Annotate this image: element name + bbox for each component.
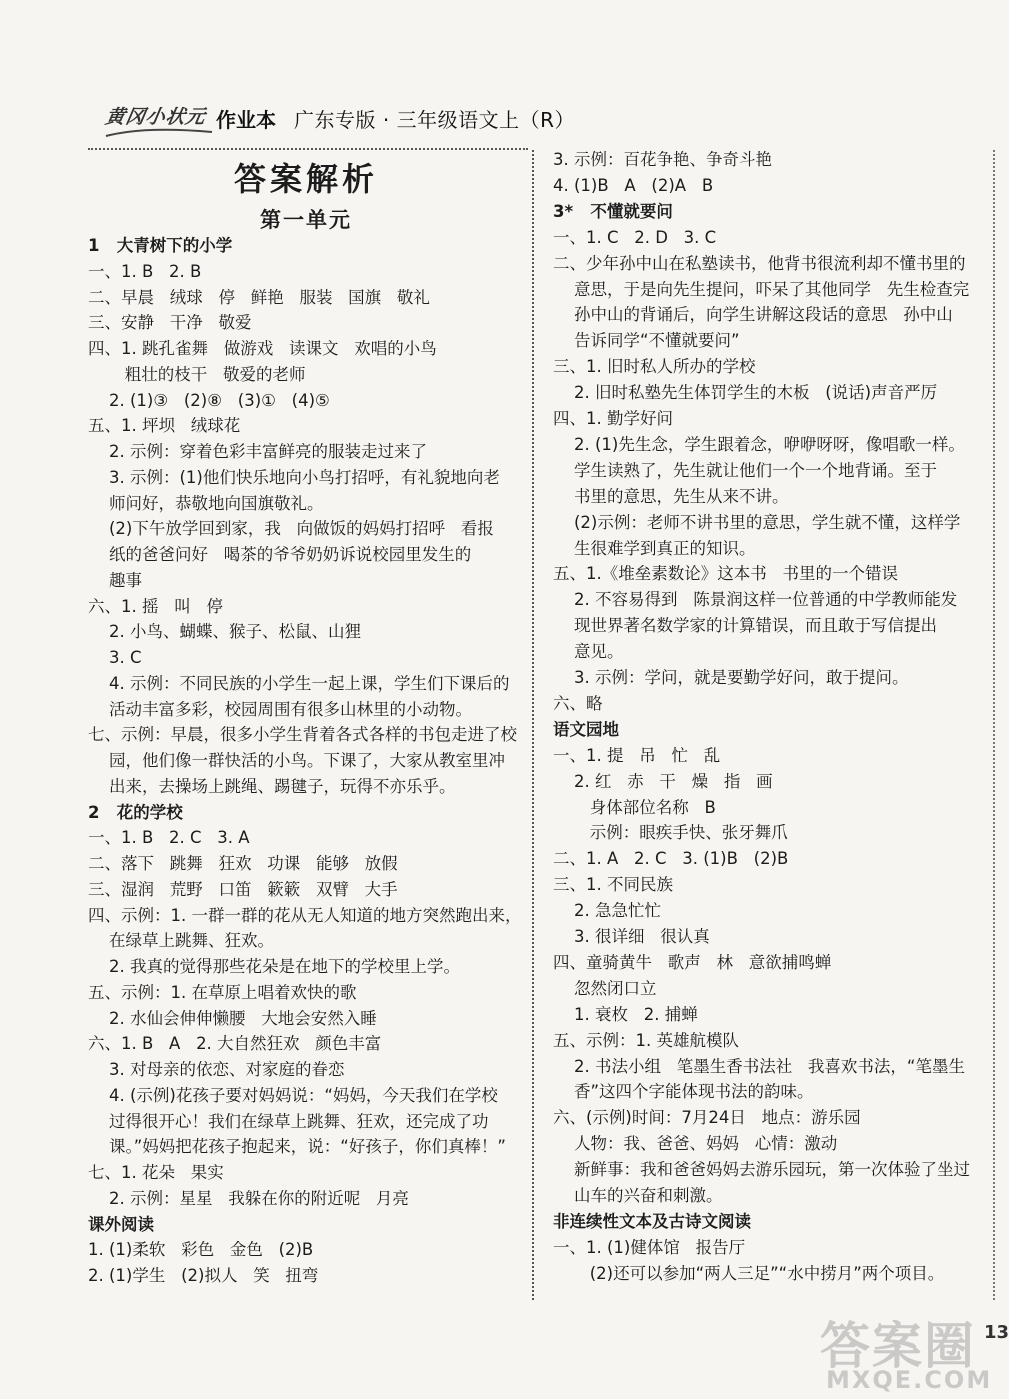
answer-line: 2. 水仙会伸伸懒腰 大地会安然入睡	[88, 1008, 377, 1028]
answer-line: 过得很开心！我们在绿草上跳舞、狂欢，还完成了功	[88, 1111, 489, 1131]
answer-line: 2. (1)学生 (2)拟人 笑 扭弯	[88, 1266, 319, 1285]
answer-line: 出来，去操场上跳绳、踢毽子，玩得不亦乐乎。	[88, 776, 456, 796]
answer-line: (2)示例：老师不讲书里的意思，学生就不懂，这样学	[553, 512, 961, 532]
answer-line: 活动丰富多彩，校园周围有很多山林里的小动物。	[88, 699, 472, 719]
answer-line: 六、1. 摇 叫 停	[88, 596, 223, 616]
logo-swoosh-icon	[104, 126, 214, 140]
answer-line: 粗壮的枝干 敬爱的老师	[88, 364, 306, 384]
answer-line: 3. 示例：百花争艳、争奇斗艳	[553, 150, 772, 169]
section-heading: 2 花的学校	[88, 802, 183, 822]
answer-line: 2. (1)③ (2)⑧ (3)① (4)⑤	[88, 390, 330, 410]
logo-text: 黄冈小状元	[103, 106, 208, 128]
answer-line: (2)还可以参加“两人三足”“水中捞月”两个项目。	[553, 1263, 945, 1283]
answer-line: 示例：眼疾手快、张牙舞爪	[553, 823, 788, 843]
answer-line: 3. 很详细 很认真	[553, 927, 710, 946]
page-edge-rule	[993, 150, 995, 1300]
answer-line: 山车的兴奋和刺激。	[553, 1186, 723, 1205]
watermark-url: MXQE.COM	[826, 1366, 993, 1394]
answer-line: 意思，于是向先生提问，吓呆了其他同学 先生检查完	[553, 279, 970, 299]
answer-line: 四、童骑黄牛 歌声 林 意欲捕鸣蝉	[553, 952, 832, 972]
section-heading: 非连续性文本及古诗文阅读	[553, 1211, 751, 1231]
answer-line: 生很难学到真正的知识。	[553, 538, 756, 558]
answer-line: 课。”妈妈把花孩子抱起来，说：“好孩子，你们真棒！”	[88, 1137, 506, 1157]
answer-line: 学生读熟了，先生就让他们一个一个地背诵。至于	[553, 460, 937, 480]
answer-line: 香”这四个字能体现书法的韵味。	[553, 1082, 814, 1102]
answer-line: 3. 示例：(1)他们快乐地向小鸟打招呼，有礼貌地向老	[88, 467, 500, 487]
answer-line: 4. (1)B A (2)A B	[553, 175, 714, 195]
answer-line: 3. C	[88, 648, 142, 667]
brand-logo	[104, 100, 214, 140]
section-heading: 1 大青树下的小学	[88, 236, 233, 255]
answer-line: (2)下午放学回到家，我 向做饭的妈妈打招呼 看报	[88, 519, 494, 539]
answer-line: 2. 不容易得到 陈景润这样一位普通的中学教师能发	[553, 590, 958, 610]
page-header	[88, 96, 988, 146]
section-heading: 课外阅读	[88, 1214, 154, 1234]
answer-line: 2. (1)先生念，学生跟着念，咿咿呀呀，像唱歌一样。	[553, 434, 965, 454]
answer-line: 书里的意思，先生从来不讲。	[553, 486, 789, 506]
answer-line: 一、1. B 2. C 3. A	[88, 828, 250, 848]
answer-line: 纸的爸爸问好 喝茶的爷爷奶奶诉说校园里发生的	[88, 545, 472, 564]
answer-line: 2. 小鸟、蝴蝶、猴子、松鼠、山狸	[88, 622, 361, 642]
header-divider	[88, 148, 528, 150]
answer-line: 趣事	[88, 570, 142, 590]
answer-line: 三、安静 干净 敬爱	[88, 313, 252, 333]
answer-line: 意见。	[553, 642, 624, 662]
answer-line: 在绿草上跳舞、狂欢。	[88, 931, 274, 951]
answer-line: 一、1. B 2. B	[88, 261, 202, 281]
answer-line: 4. 示例：不同民族的小学生一起上课，学生们下课后的	[88, 673, 510, 693]
answer-line: 2. 我真的觉得那些花朵是在地下的学校里上学。	[88, 957, 460, 976]
answer-line: 一、1. 提 吊 忙 乱	[553, 745, 721, 765]
answer-line: 二、落下 跳舞 狂欢 功课 能够 放假	[88, 854, 398, 873]
answer-line: 四、1. 勤学好问	[553, 409, 673, 428]
answer-line: 一、1. C 2. D 3. C	[553, 227, 717, 247]
answer-line: 人物：我、爸爸、妈妈 心情：激动	[553, 1134, 838, 1154]
answer-line: 1. 衰枚 2. 捕蝉	[553, 1004, 698, 1024]
answer-line: 五、1. 坪坝 绒球花	[88, 416, 241, 436]
answer-line: 2. 书法小组 笔墨生香书法社 我喜欢书法，“笔墨生	[553, 1056, 965, 1076]
answer-line: 四、示例：1. 一群一群的花从无人知道的地方突然跑出来，	[88, 905, 522, 925]
answer-line: 六、(示例)时间：7月24日 地点：游乐园	[553, 1108, 861, 1128]
answer-line: 七、示例：早晨，很多小学生背着各式各样的书包走进了校	[88, 725, 517, 745]
answer-line: 1. (1)柔软 彩色 金色 (2)B	[88, 1240, 314, 1260]
answer-line: 一、1. (1)健体馆 报告厅	[553, 1237, 746, 1257]
answer-line: 园，他们像一群快活的小鸟。下课了，大家从教室里冲	[88, 751, 505, 770]
answer-line: 4. (示例)花孩子要对妈妈说：“妈妈，今天我们在学校	[88, 1085, 498, 1105]
workbook-title: 作业本	[216, 108, 276, 132]
answer-line: 七、1. 花朵 果实	[88, 1163, 224, 1182]
answer-line: 二、少年孙中山在私塾读书，他背书很流利却不懂书里的	[553, 253, 966, 273]
answer-line: 三、湿润 荒野 口笛 簌簌 双臂 大手	[88, 879, 398, 899]
answer-line: 六、略	[553, 693, 603, 713]
answer-line: 三、1. 旧时私人所办的学校	[553, 357, 756, 377]
answer-line: 三、1. 不同民族	[553, 875, 673, 895]
answer-line: 告诉同学“不懂就要问”	[553, 331, 740, 351]
answer-line: 二、1. A 2. C 3. (1)B (2)B	[553, 849, 789, 869]
answer-line: 新鲜事：我和爸爸妈妈去游乐园玩，第一次体验了坐过	[553, 1160, 970, 1180]
answer-line: 2. 示例：穿着色彩丰富鲜亮的服装走过来了	[88, 442, 427, 461]
answer-line: 师问好，恭敬地向国旗敬礼。	[88, 493, 324, 513]
answer-line: 2. 红 赤 干 燥 指 画	[553, 771, 773, 791]
watermark	[808, 1304, 998, 1396]
column-divider	[532, 150, 534, 1300]
answer-line: 孙中山的背诵后，向学生讲解这段话的意思 孙中山	[553, 305, 953, 325]
answer-line: 六、1. B A 2. 大自然狂欢 颜色丰富	[88, 1034, 382, 1054]
watermark-text: 答案圈	[820, 1317, 976, 1375]
answer-line: 五、示例：1. 英雄航模队	[553, 1030, 739, 1050]
page-title: 答案解析	[234, 160, 379, 198]
answer-line: 3. 对母亲的依恋、对家庭的眷恋	[88, 1060, 345, 1079]
answer-line: 五、示例：1. 在草原上唱着欢快的歌	[88, 982, 357, 1002]
answer-line: 四、1. 跳孔雀舞 做游戏 读课文 欢唱的小鸟	[88, 339, 437, 358]
page-number: 13	[984, 1322, 1009, 1343]
section-heading: 3* 不懂就要问	[553, 201, 673, 221]
answer-line: 3. 示例：学问，就是要勤学好问，敢于提问。	[553, 668, 909, 687]
answer-line: 忽然闭口立	[553, 978, 657, 998]
section-heading: 语文园地	[553, 719, 619, 739]
answer-line: 2. 示例：星星 我躲在你的附近呢 月亮	[88, 1188, 409, 1208]
unit-heading: 第一单元	[260, 208, 352, 232]
answer-line: 2. 旧时私塾先生体罚学生的木板 (说话)声音严厉	[553, 383, 938, 403]
answer-line: 身体部位名称 B	[553, 797, 716, 817]
answer-line: 现世界著名数学家的计算错误，而且敢于写信提出	[553, 616, 937, 636]
answer-line: 二、早晨 绒球 停 鲜艳 服装 国旗 敬礼	[88, 287, 430, 307]
edition-label: 广东专版 · 三年级语文上（R）	[294, 108, 575, 132]
answer-line: 五、1.《堆垒素数论》这本书 书里的一个错误	[553, 564, 898, 584]
answer-line: 2. 急急忙忙	[553, 901, 661, 921]
